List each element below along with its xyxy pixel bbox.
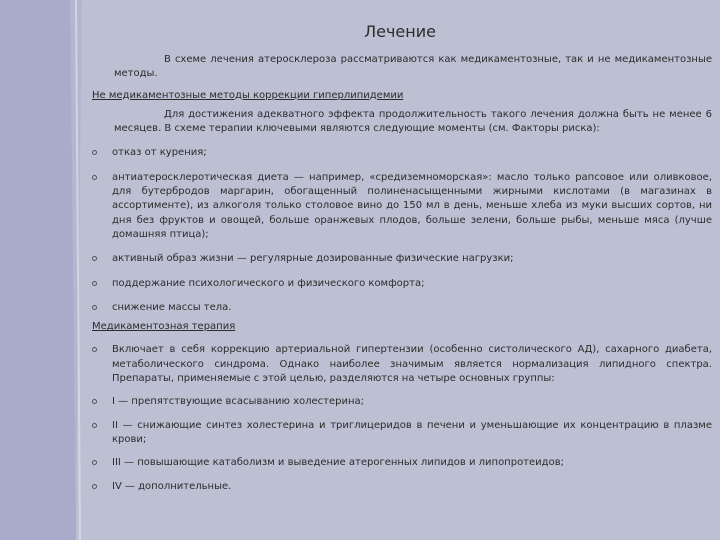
list-item: IV — дополнительные. xyxy=(92,480,712,494)
list-item: активный образ жизни — регулярные дозированные физические нагрузки; xyxy=(92,252,712,266)
list-item: снижение массы тела. xyxy=(92,301,712,315)
bullet-icon xyxy=(92,460,97,465)
list-item: отказ от курения; xyxy=(92,146,712,160)
intro-paragraph: В схеме лечения атеросклероза рассматриваются как медикаментозные, так и не медикаментозные методы. xyxy=(114,54,712,80)
bullet-icon xyxy=(92,305,97,310)
bullet-icon xyxy=(92,484,97,489)
list-item: III — повышающие катаболизм и выведение атерогенных липидов и липопротеидов; xyxy=(92,456,712,470)
list-item: Включает в себя коррекцию артериальной гипертензии (особенно систолического АД), сахарного диабета, метаболического синдрома. Однако наиболее значимым является нормализация липидного спектра. Препараты, применяемые с этой целью, разделяются на четыре основных группы: xyxy=(92,343,712,386)
non-drug-methods-list xyxy=(92,146,712,315)
bullet-icon xyxy=(92,150,97,155)
bullet-icon xyxy=(92,256,97,261)
section-intro-paragraph: Для достижения адекватного эффекта продолжительность такого лечения должна быть не менее 6 месяцев. В схеме терапии ключевыми являются следующие моменты (см. Факторы риска): xyxy=(114,108,712,135)
list-item: II — снижающие синтез холестерина и триглицеридов в печени и уменьшающие их концентрацию в плазме крови; xyxy=(92,419,712,448)
section-heading-drug-therapy: Медикаментозная терапия xyxy=(92,321,236,333)
bullet-icon xyxy=(92,281,97,286)
drug-therapy-list xyxy=(92,343,712,493)
list-item: I — препятствующие всасыванию холестерина; xyxy=(92,395,712,409)
list-item: поддержание психологического и физического комфорта; xyxy=(92,277,712,291)
slide-content xyxy=(92,53,712,494)
bullet-icon xyxy=(92,399,97,404)
slide-title: Лечение xyxy=(364,22,436,41)
bullet-icon xyxy=(92,175,97,180)
bullet-icon xyxy=(92,423,97,428)
bullet-icon xyxy=(92,347,97,352)
section-heading-non-drug: Не медикаментозные методы коррекции гиперлипидемии xyxy=(92,89,404,101)
list-item: антиатеросклеротическая диета — например, «средиземноморская»: масло только рапсовое или оливковое, для бутербродов маргарин, обогащенный полиненасыщенными жирными кислотами (в магазинах в ассортименте), из алкоголя только столовое вино до 150 мл в день, меньше хлеба из муки высших сортов, ни дня без фруктов и овощей, больше оранжевых плодов, больше зелени, больше рыбы, меньше мяса (лучше домашняя птица); xyxy=(92,171,712,242)
